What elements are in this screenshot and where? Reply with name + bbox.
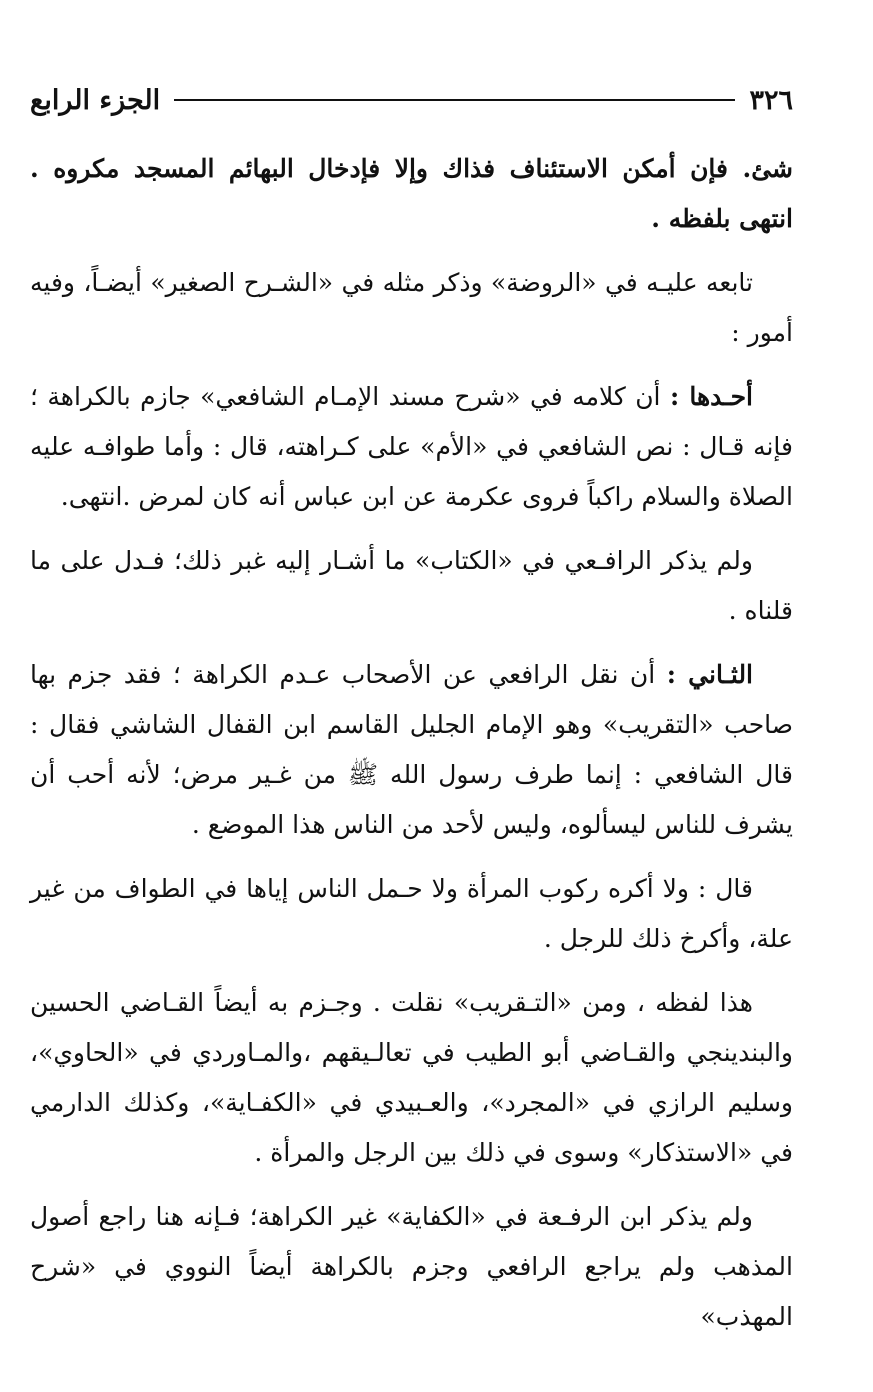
- paragraph-1: [30, 144, 793, 244]
- paragraph-text: أن كلامه في «شرح مسند الإمـام الشافعي» جازم بالكراهة ؛ فإنه قـال : نص الشافعي في «الأم» على كـراهته، قال : وأما طوافـه عليه الصلاة والسلام راكباً فروى عكرمة عن ابن عباس أنه كان لمرض .انتهى.: [30, 382, 793, 511]
- paragraph-lead: أحـدها :: [669, 382, 753, 411]
- paragraph-4: [30, 536, 793, 636]
- page-header: [30, 78, 793, 122]
- paragraph-7: [30, 978, 793, 1178]
- paragraph-text: هذا لفظه ، ومن «التـقريب» نقلت . وجـزم به أيضاً القـاضي الحسين والبندينجي والقـاضي أبو الطيب في تعالـيقهم ،والمـاوردي في «الحاوي»، وسليم الرازي في «المجرد»، والعـبيدي في «الكفـاية»، وكذلك الدارمي في «الاستذكار» وسوى في ذلك بين الرجل والمرأة .: [30, 988, 793, 1167]
- paragraph-text: تابعه عليـه في «الروضة» وذكر مثله في «الشـرح الصغير» أيضـاً، وفيه أمور :: [30, 268, 793, 347]
- paragraph-text: ولم يذكر ابن الرفـعة في «الكفاية» غير الكراهة؛ فـإنه هنا راجع أصول المذهب ولم يراجع الرافعي وجزم بالكراهة أيضاً النووي في «شرح المهذب»: [30, 1202, 793, 1331]
- page-number: ٣٢٦: [749, 84, 793, 116]
- paragraph-text: ولم يذكر الرافـعي في «الكتاب» ما أشـار إليه غبر ذلك؛ فـدل على ما قلناه .: [30, 546, 793, 625]
- paragraph-3: [30, 372, 793, 522]
- paragraph-text: شئ. فإن أمكن الاستئناف فذاك وإلا فإدخال البهائم المسجد مكروه . انتهى بلفظه .: [30, 154, 793, 233]
- paragraph-lead: الثـاني :: [666, 660, 754, 689]
- running-title: الجزء الرابع: [30, 84, 161, 116]
- paragraph-2: [30, 258, 793, 358]
- paragraph-6: [30, 864, 793, 964]
- header-rule: [174, 99, 735, 101]
- paragraph-5: [30, 650, 793, 850]
- body-text: [30, 144, 793, 1342]
- paragraph-8: [30, 1192, 793, 1342]
- paragraph-text: قال : ولا أكره ركوب المرأة ولا حـمل الناس إياها في الطواف من غير علة، وأكرخ ذلك للرجل .: [30, 874, 793, 953]
- paragraph-text: أن نقل الرافعي عن الأصحاب عـدم الكراهة ؛ فقد جزم بها صاحب «التقريب» وهو الإمام الجليل القاسم ابن القفال الشاشي فقال : قال الشافعي : إنما طرف رسول الله ﷺ من غـير مرض؛ لأنه أحب أن يشرف للناس ليسألوه، وليس لأحد من الناس هذا الموضع .: [30, 660, 793, 839]
